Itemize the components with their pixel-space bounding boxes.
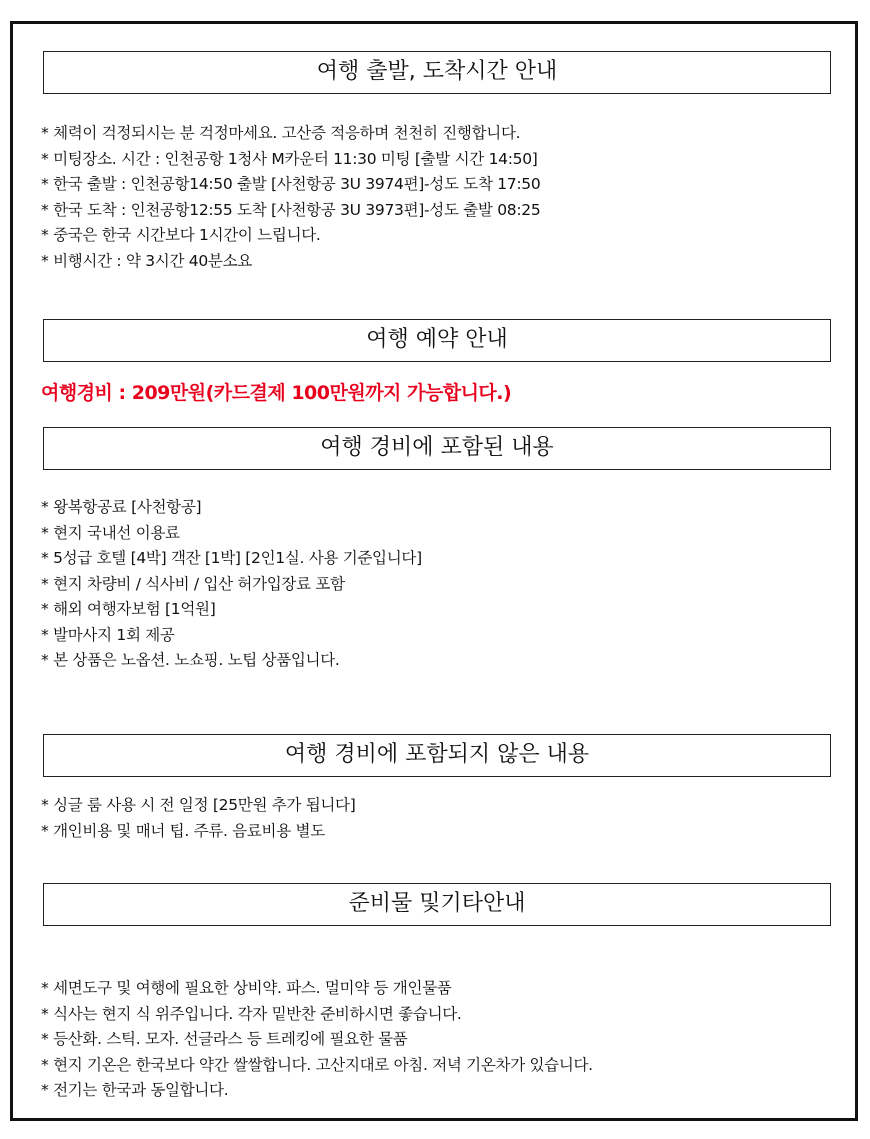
included-list (41, 495, 422, 674)
list-item: * 체력이 걱정되시는 분 걱정마세요. 고산증 적응하며 천천히 진행합니다. (41, 124, 521, 142)
list-item: * 본 상품은 노옵션. 노쇼핑. 노팁 상품입니다. (41, 651, 340, 669)
list-item: * 5성급 호텔 [4박] 객잔 [1박] [2인1실. 사용 기준입니다] (41, 549, 422, 567)
list-item: * 미팅장소. 시간 : 인천공항 1청사 M카운터 11:30 미팅 [출발 시간 14:50] (41, 149, 538, 168)
section-title-departure-arrival: 여행 출발, 도착시간 안내 (43, 51, 831, 94)
not-included-list (41, 793, 355, 844)
section-title-preparation: 준비물 및기타안내 (43, 883, 831, 926)
section-title-reservation: 여행 예약 안내 (43, 319, 831, 362)
list-item: * 한국 도착 : 인천공항12:55 도착 [사천항공 3U 3973편]-성도 출발 08:25 (41, 200, 541, 219)
section-title-not-included: 여행 경비에 포함되지 않은 내용 (43, 734, 831, 777)
document-frame (10, 21, 858, 1121)
list-item: * 한국 출발 : 인천공항14:50 출발 [사천항공 3U 3974편]-성도 도착 17:50 (41, 175, 541, 193)
list-item: * 현지 차량비 / 식사비 / 입산 허가입장료 포함 (41, 574, 345, 593)
price-text: 여행경비 : 209만원(카드결제 100만원까지 가능합니다.) (41, 382, 512, 404)
list-item: * 발마사지 1회 제공 (41, 625, 175, 644)
list-item: * 현지 기온은 한국보다 약간 쌀쌀합니다. 고산지대로 아침. 저녁 기온차가 있습니다. (41, 1055, 593, 1074)
list-item: * 개인비용 및 매너 팁. 주류. 음료비용 별도 (41, 821, 325, 840)
list-item: * 전기는 한국과 동일합니다. (41, 1081, 229, 1099)
list-item: * 왕복항공료 [사천항공] (41, 498, 202, 516)
list-item: * 세면도구 및 여행에 필요한 상비약. 파스. 멀미약 등 개인물품 (41, 979, 452, 997)
list-item: * 등산화. 스틱. 모자. 선글라스 등 트레킹에 필요한 물품 (41, 1030, 408, 1048)
list-item: * 현지 국내선 이용료 (41, 523, 180, 542)
departure-arrival-list (41, 121, 540, 274)
section-title-included: 여행 경비에 포함된 내용 (43, 427, 831, 470)
list-item: * 비행시간 : 약 3시간 40분소요 (41, 251, 252, 270)
list-item: * 싱글 룸 사용 시 전 일정 [25만원 추가 됩니다] (41, 796, 356, 814)
preparation-list (41, 976, 593, 1104)
list-item: * 해외 여행자보험 [1억원] (41, 600, 216, 618)
list-item: * 식사는 현지 식 위주입니다. 각자 밑반찬 준비하시면 좋습니다. (41, 1004, 462, 1023)
list-item: * 중국은 한국 시간보다 1시간이 느립니다. (41, 226, 321, 244)
